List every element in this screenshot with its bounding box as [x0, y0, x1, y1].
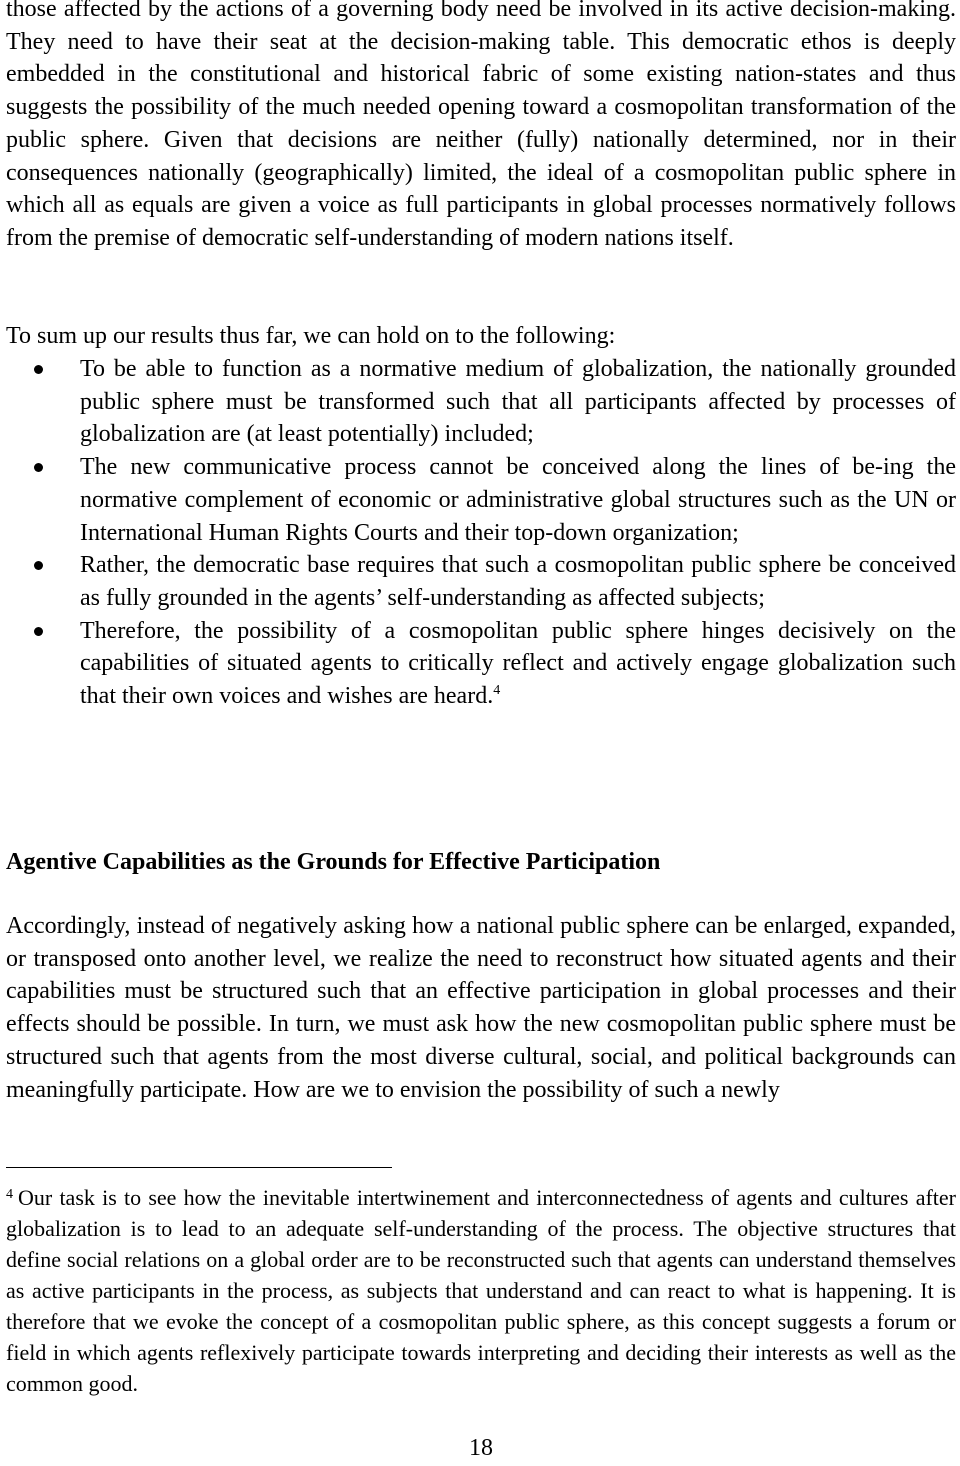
bullet-item [6, 353, 956, 451]
bullet-item [6, 549, 956, 614]
body-paragraph-1: those affected by the actions of a governing body need be involved in its active decision-making. They need to have their seat at the decision-making table. This democratic ethos is deeply embedded in the constitutional and historical fabric of some existing nation-states and thus suggests the possibility of the much needed opening toward a cosmopolitan transformation of the public sphere. Given that decisions are neither (fully) nationally determined, nor in their consequences nationally (geographically) limited, the ideal of a cosmopolitan public sphere in which all as equals are given a voice as full participants in global processes normatively follows from the premise of democratic self-understanding of modern nations itself. [6, 0, 956, 251]
document-page [6, 0, 956, 1466]
page-number: 18 [469, 1435, 493, 1461]
body-paragraph-3: Accordingly, instead of negatively asking how a national public sphere can be enlarged, expanded, or transposed onto another level, we realize the need to reconstruct how situated agents and their capabilities must be structured such that an effective participation in global processes and their effects should be possible. In turn, we must ask how the new cosmopolitan public sphere must be structured such that agents from the most diverse cultural, social, and political backgrounds can meaningfully participate. How are we to envision the possibility of such a newly [6, 913, 956, 1103]
bullet-item [6, 451, 956, 549]
bullet-icon [34, 463, 43, 472]
bullet-text: The new communicative process cannot be conceived along the lines of be-ing the normative complement of economic or administrative global structures such as the UN or International Human Rights Courts and their top-down organization; [80, 454, 956, 546]
summary-bullet-list [6, 353, 956, 713]
bullet-icon [34, 365, 43, 374]
bullet-icon [34, 561, 43, 570]
bullet-text: To be able to function as a normative medium of globalization, the nationally grounded public sphere must be transformed such that all participants affected by processes of globalization are (at least potentially) included; [80, 356, 956, 448]
body-paragraph-2: To sum up our results thus far, we can hold on to the following: [6, 323, 616, 349]
bullet-text: Rather, the democratic base requires that such a cosmopolitan public sphere be conceived as fully grounded in the agents’ self-understanding as affected subjects; [80, 552, 956, 611]
bullet-text: Therefore, the possibility of a cosmopolitan public sphere hinges decisively on the capabilities of situated agents to critically reflect and actively engage globalization such that their own voices and wishes are heard. [80, 617, 956, 710]
footnote-number: 4 [6, 1187, 13, 1202]
footnote [6, 1182, 956, 1399]
footnote-text: Our task is to see how the inevitable intertwinement and interconnectedness of agents and cultures after globalization is to lead to an adequate self-understanding of the process. The objective structures that define social relations on a global order are to be reconstructed such that agents can understand themselves as active participants in the process, as subjects that understand and can react to what is happening. It is therefore that we evoke the concept of a cosmopolitan public sphere, as this concept suggests a forum or field in which agents reflexively participate towards interpreting and deciding their interests as well as the common good. [6, 1185, 956, 1396]
footnote-divider [6, 1167, 392, 1168]
bullet-item [6, 615, 956, 713]
bullet-icon [34, 627, 43, 636]
footnote-reference[interactable]: 4 [493, 683, 501, 699]
section-heading: Agentive Capabilities as the Grounds for Effective Participation [6, 849, 661, 875]
